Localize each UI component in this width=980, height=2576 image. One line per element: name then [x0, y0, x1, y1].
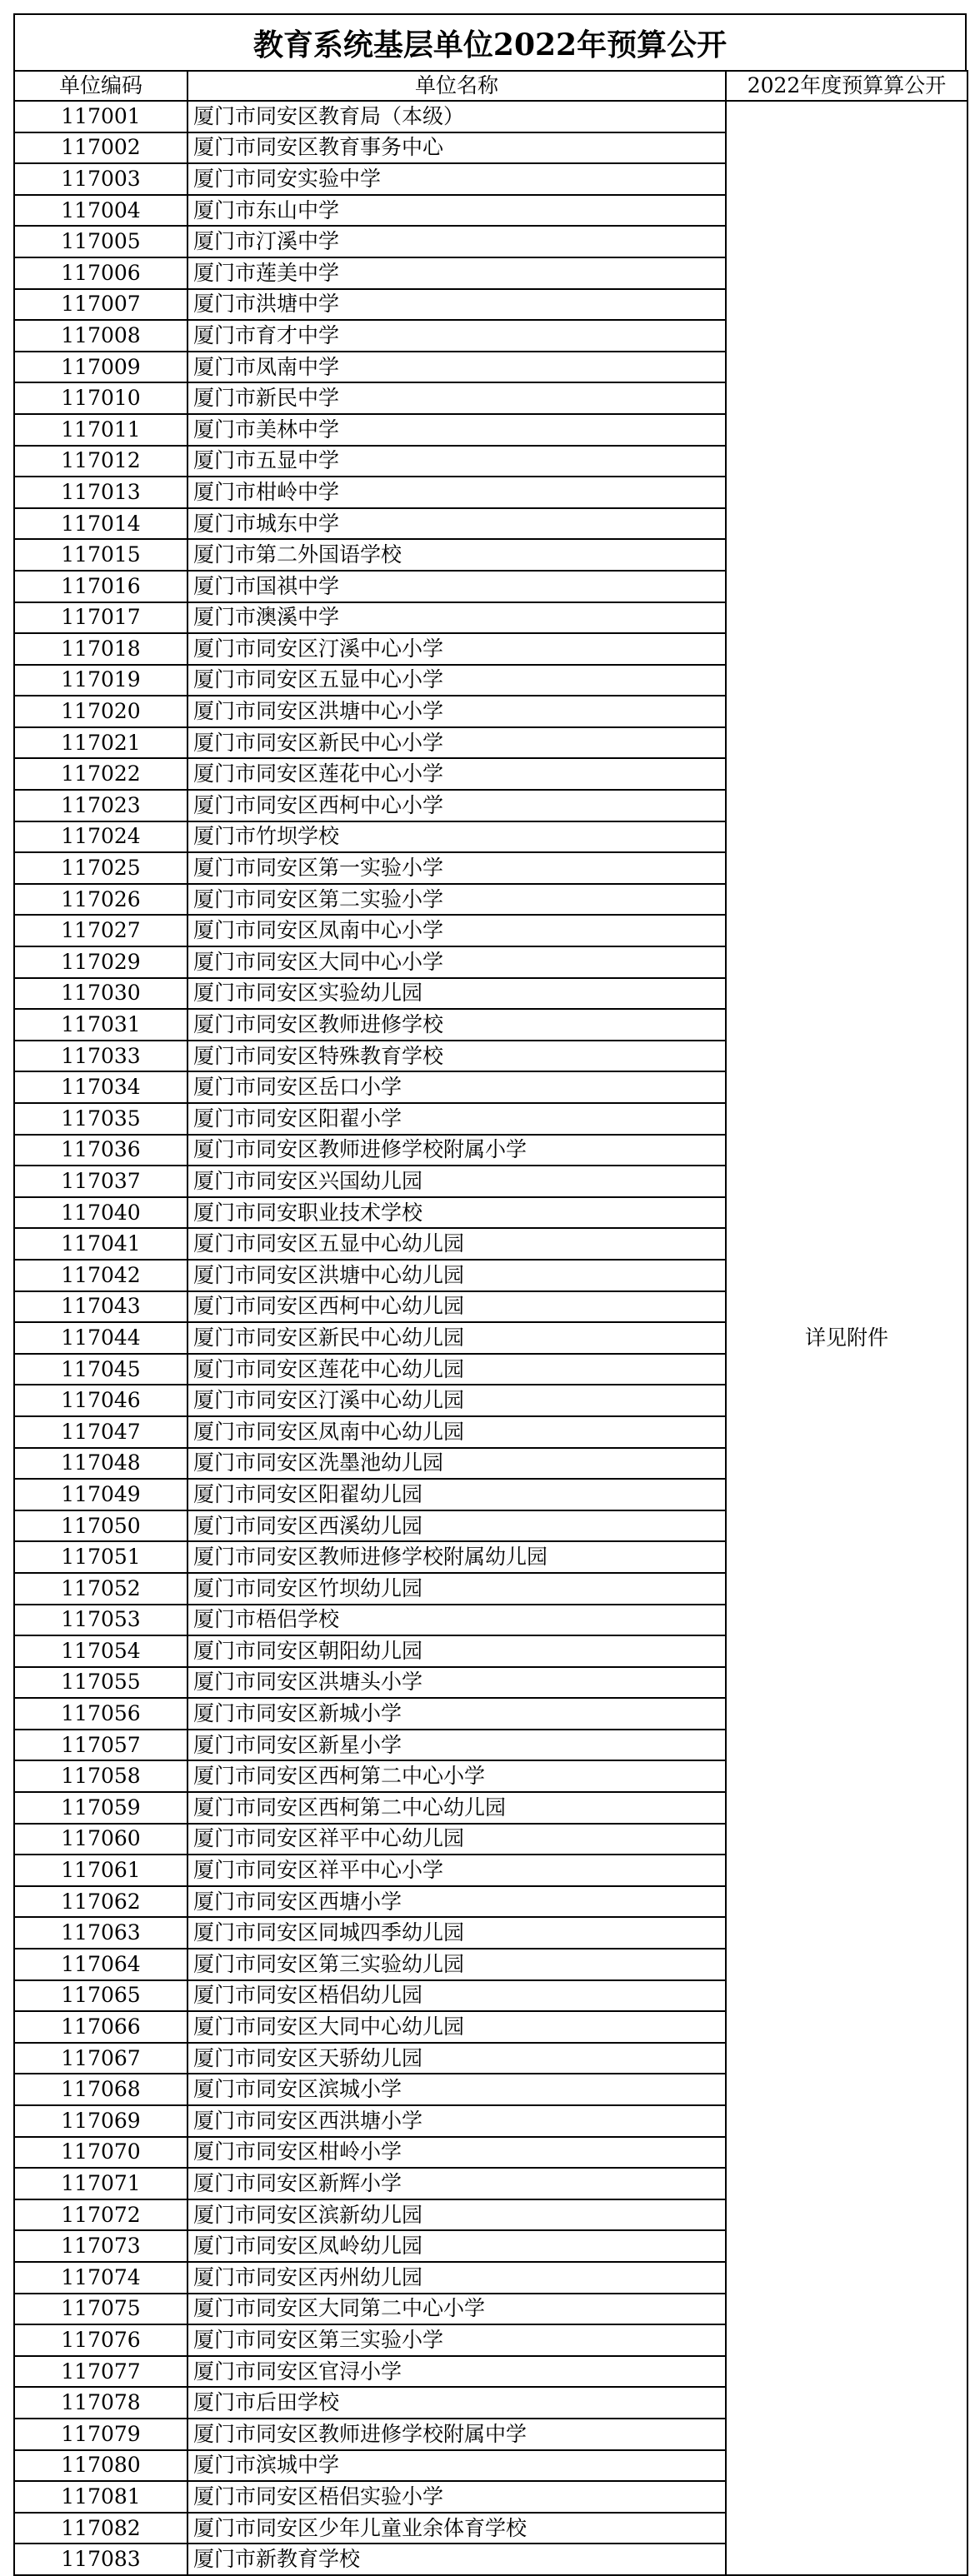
unit-name-cell: 厦门市同安区教师进修学校附属小学: [188, 1135, 726, 1166]
unit-code-cell: 117026: [14, 884, 188, 916]
unit-name-cell: 厦门市同安区莲花中心小学: [188, 758, 726, 790]
unit-name-cell: 厦门市同安区洪塘中心幼儿园: [188, 1260, 726, 1291]
unit-code-cell: 117005: [14, 226, 188, 257]
unit-name-cell: 厦门市同安区汀溪中心幼儿园: [188, 1385, 726, 1416]
unit-name-cell: 厦门市同安区西柯中心幼儿园: [188, 1291, 726, 1323]
unit-code-cell: 117064: [14, 1949, 188, 1980]
unit-code-cell: 117025: [14, 852, 188, 884]
unit-name-cell: 厦门市同安区阳翟小学: [188, 1103, 726, 1135]
unit-name-cell: 厦门市同安区大同中心小学: [188, 946, 726, 978]
unit-name-cell: 厦门市同安区滨新幼儿园: [188, 2199, 726, 2231]
unit-name-cell: 厦门市同安区教师进修学校附属中学: [188, 2419, 726, 2450]
unit-code-cell: 117069: [14, 2105, 188, 2137]
unit-code-cell: 117004: [14, 195, 188, 227]
unit-name-cell: 厦门市同安区洪塘头小学: [188, 1667, 726, 1699]
unit-name-cell: 厦门市美林中学: [188, 414, 726, 446]
unit-name-cell: 厦门市国祺中学: [188, 571, 726, 602]
unit-name-cell: 厦门市同安区凤南中心小学: [188, 915, 726, 946]
unit-code-cell: 117062: [14, 1886, 188, 1918]
header-code: 单位编码: [14, 71, 188, 101]
unit-code-cell: 117060: [14, 1824, 188, 1855]
unit-name-cell: 厦门市同安区洪塘中心小学: [188, 696, 726, 727]
unit-name-cell: 厦门市同安区丙州幼儿园: [188, 2262, 726, 2294]
unit-code-cell: 117023: [14, 790, 188, 821]
unit-code-cell: 117070: [14, 2137, 188, 2169]
unit-name-cell: 厦门市同安区教师进修学校: [188, 1009, 726, 1041]
unit-code-cell: 117045: [14, 1354, 188, 1385]
unit-name-cell: 厦门市同安区兴国幼儿园: [188, 1166, 726, 1197]
unit-name-cell: 厦门市同安区西洪塘小学: [188, 2105, 726, 2137]
unit-name-cell: 厦门市同安区祥平中心幼儿园: [188, 1824, 726, 1855]
unit-name-cell: 厦门市梧侣学校: [188, 1605, 726, 1636]
unit-name-cell: 厦门市新教育学校: [188, 2544, 726, 2575]
unit-name-cell: 厦门市东山中学: [188, 195, 726, 227]
unit-code-cell: 117066: [14, 2011, 188, 2043]
unit-name-cell: 厦门市同安区少年儿童业余体育学校: [188, 2513, 726, 2544]
unit-name-cell: 厦门市同安区竹坝幼儿园: [188, 1573, 726, 1605]
unit-code-cell: 117022: [14, 758, 188, 790]
unit-code-cell: 117018: [14, 633, 188, 665]
unit-code-cell: 117080: [14, 2450, 188, 2482]
unit-code-cell: 117077: [14, 2356, 188, 2388]
table-header-row: [14, 71, 968, 101]
unit-code-cell: 117003: [14, 163, 188, 195]
unit-code-cell: 117047: [14, 1416, 188, 1448]
unit-code-cell: 117044: [14, 1322, 188, 1354]
unit-name-cell: 厦门市同安区第一实验小学: [188, 852, 726, 884]
unit-name-cell: 厦门市同安区阳翟幼儿园: [188, 1479, 726, 1510]
unit-code-cell: 117056: [14, 1698, 188, 1730]
unit-name-cell: 厦门市同安区滨城小学: [188, 2074, 726, 2105]
unit-code-cell: 117029: [14, 946, 188, 978]
unit-code-cell: 117048: [14, 1448, 188, 1480]
unit-code-cell: 117010: [14, 382, 188, 414]
unit-code-cell: 117071: [14, 2168, 188, 2199]
unit-name-cell: 厦门市城东中学: [188, 508, 726, 540]
unit-code-cell: 117078: [14, 2387, 188, 2419]
unit-code-cell: 117058: [14, 1760, 188, 1792]
unit-name-cell: 厦门市同安区官浔小学: [188, 2356, 726, 2388]
unit-code-cell: 117052: [14, 1573, 188, 1605]
unit-name-cell: 厦门市同安区梧侣实验小学: [188, 2481, 726, 2513]
unit-name-cell: 厦门市新民中学: [188, 382, 726, 414]
unit-code-cell: 117037: [14, 1166, 188, 1197]
unit-code-cell: 117034: [14, 1071, 188, 1103]
unit-name-cell: 厦门市同安区凤南中心幼儿园: [188, 1416, 726, 1448]
unit-name-cell: 厦门市同安区汀溪中心小学: [188, 633, 726, 665]
unit-code-cell: 117072: [14, 2199, 188, 2231]
unit-code-cell: 117054: [14, 1635, 188, 1667]
unit-code-cell: 117024: [14, 821, 188, 853]
unit-name-cell: 厦门市同安区新星小学: [188, 1730, 726, 1761]
unit-name-cell: 厦门市同安区莲花中心幼儿园: [188, 1354, 726, 1385]
unit-code-cell: 117020: [14, 696, 188, 727]
unit-code-cell: 117031: [14, 1009, 188, 1041]
budget-table: [13, 70, 968, 2576]
unit-name-cell: 厦门市同安区西溪幼儿园: [188, 1510, 726, 1542]
unit-code-cell: 117050: [14, 1510, 188, 1542]
unit-code-cell: 117011: [14, 414, 188, 446]
unit-code-cell: 117065: [14, 1980, 188, 2012]
unit-code-cell: 117001: [14, 101, 188, 132]
unit-name-cell: 厦门市后田学校: [188, 2387, 726, 2419]
unit-name-cell: 厦门市同安区大同第二中心小学: [188, 2294, 726, 2325]
unit-code-cell: 117021: [14, 727, 188, 759]
unit-code-cell: 117051: [14, 1541, 188, 1573]
unit-name-cell: 厦门市洪塘中学: [188, 289, 726, 321]
unit-code-cell: 117016: [14, 571, 188, 602]
unit-code-cell: 117033: [14, 1041, 188, 1072]
unit-name-cell: 厦门市同安区教育局（本级）: [188, 101, 726, 132]
unit-name-cell: 厦门市同安区第二实验小学: [188, 884, 726, 916]
unit-code-cell: 117002: [14, 132, 188, 164]
unit-name-cell: 厦门市同安实验中学: [188, 163, 726, 195]
unit-name-cell: 厦门市五显中学: [188, 446, 726, 477]
unit-code-cell: 117013: [14, 477, 188, 508]
header-budget-label: 2022年度预算算公开: [747, 73, 947, 97]
unit-name-cell: 厦门市同安区五显中心幼儿园: [188, 1228, 726, 1260]
unit-name-cell: 厦门市同安区教育事务中心: [188, 132, 726, 164]
unit-name-cell: 厦门市同安区洗墨池幼儿园: [188, 1448, 726, 1480]
unit-name-cell: 厦门市同安区新城小学: [188, 1698, 726, 1730]
unit-code-cell: 117076: [14, 2324, 188, 2356]
unit-name-cell: 厦门市同安区西柯第二中心小学: [188, 1760, 726, 1792]
unit-code-cell: 117049: [14, 1479, 188, 1510]
unit-code-cell: 117061: [14, 1855, 188, 1886]
unit-name-cell: 厦门市同安区新民中心幼儿园: [188, 1322, 726, 1354]
unit-code-cell: 117009: [14, 352, 188, 383]
header-budget: [726, 71, 968, 101]
unit-code-cell: 117041: [14, 1228, 188, 1260]
unit-code-cell: 117035: [14, 1103, 188, 1135]
unit-code-cell: 117081: [14, 2481, 188, 2513]
unit-name-cell: 厦门市同安区新辉小学: [188, 2168, 726, 2199]
unit-code-cell: 117017: [14, 602, 188, 634]
unit-name-cell: 厦门市同安区朝阳幼儿园: [188, 1635, 726, 1667]
unit-code-cell: 117015: [14, 539, 188, 571]
unit-code-cell: 117012: [14, 446, 188, 477]
budget-note-cell: 详见附件: [726, 101, 968, 2575]
unit-name-cell: 厦门市同安区西塘小学: [188, 1886, 726, 1918]
unit-code-cell: 117082: [14, 2513, 188, 2544]
unit-code-cell: 117053: [14, 1605, 188, 1636]
unit-name-cell: 厦门市同安区教师进修学校附属幼儿园: [188, 1541, 726, 1573]
unit-code-cell: 117055: [14, 1667, 188, 1699]
unit-code-cell: 117067: [14, 2043, 188, 2074]
unit-name-cell: 厦门市同安区梧侣幼儿园: [188, 1980, 726, 2012]
unit-code-cell: 117036: [14, 1135, 188, 1166]
table-row: [14, 101, 968, 132]
unit-code-cell: 117074: [14, 2262, 188, 2294]
header-name: 单位名称: [188, 71, 726, 101]
unit-name-cell: 厦门市育才中学: [188, 320, 726, 352]
unit-name-cell: 厦门市凤南中学: [188, 352, 726, 383]
unit-name-cell: 厦门市同安区西柯第二中心幼儿园: [188, 1792, 726, 1824]
unit-code-cell: 117030: [14, 978, 188, 1010]
unit-name-cell: 厦门市同安区祥平中心小学: [188, 1855, 726, 1886]
unit-code-cell: 117027: [14, 915, 188, 946]
unit-name-cell: 厦门市第二外国语学校: [188, 539, 726, 571]
unit-code-cell: 117019: [14, 665, 188, 696]
unit-name-cell: 厦门市同安区西柯中心小学: [188, 790, 726, 821]
unit-code-cell: 117073: [14, 2230, 188, 2262]
unit-name-cell: 厦门市同安区特殊教育学校: [188, 1041, 726, 1072]
unit-code-cell: 117008: [14, 320, 188, 352]
unit-code-cell: 117006: [14, 257, 188, 289]
unit-code-cell: 117014: [14, 508, 188, 540]
unit-code-cell: 117059: [14, 1792, 188, 1824]
unit-name-cell: 厦门市同安区同城四季幼儿园: [188, 1917, 726, 1949]
unit-name-cell: 厦门市柑岭中学: [188, 477, 726, 508]
unit-name-cell: 厦门市同安区实验幼儿园: [188, 978, 726, 1010]
unit-name-cell: 厦门市滨城中学: [188, 2450, 726, 2482]
page-title: 教育系统基层单位2022年预算公开: [13, 13, 967, 70]
unit-name-cell: 厦门市同安职业技术学校: [188, 1197, 726, 1229]
unit-name-cell: 厦门市同安区柑岭小学: [188, 2137, 726, 2169]
unit-name-cell: 厦门市同安区大同中心幼儿园: [188, 2011, 726, 2043]
unit-name-cell: 厦门市同安区天骄幼儿园: [188, 2043, 726, 2074]
unit-name-cell: 厦门市同安区岳口小学: [188, 1071, 726, 1103]
unit-name-cell: 厦门市同安区新民中心小学: [188, 727, 726, 759]
unit-name-cell: 厦门市同安区凤岭幼儿园: [188, 2230, 726, 2262]
unit-code-cell: 117075: [14, 2294, 188, 2325]
unit-code-cell: 117079: [14, 2419, 188, 2450]
unit-code-cell: 117042: [14, 1260, 188, 1291]
unit-name-cell: 厦门市同安区第三实验小学: [188, 2324, 726, 2356]
unit-name-cell: 厦门市莲美中学: [188, 257, 726, 289]
unit-code-cell: 117046: [14, 1385, 188, 1416]
unit-code-cell: 117068: [14, 2074, 188, 2105]
unit-name-cell: 厦门市竹坝学校: [188, 821, 726, 853]
unit-code-cell: 117007: [14, 289, 188, 321]
unit-name-cell: 厦门市汀溪中学: [188, 226, 726, 257]
unit-code-cell: 117040: [14, 1197, 188, 1229]
unit-name-cell: 厦门市同安区第三实验幼儿园: [188, 1949, 726, 1980]
unit-code-cell: 117083: [14, 2544, 188, 2575]
unit-code-cell: 117057: [14, 1730, 188, 1761]
unit-name-cell: 厦门市同安区五显中心小学: [188, 665, 726, 696]
unit-code-cell: 117063: [14, 1917, 188, 1949]
unit-code-cell: 117043: [14, 1291, 188, 1323]
unit-name-cell: 厦门市澳溪中学: [188, 602, 726, 634]
